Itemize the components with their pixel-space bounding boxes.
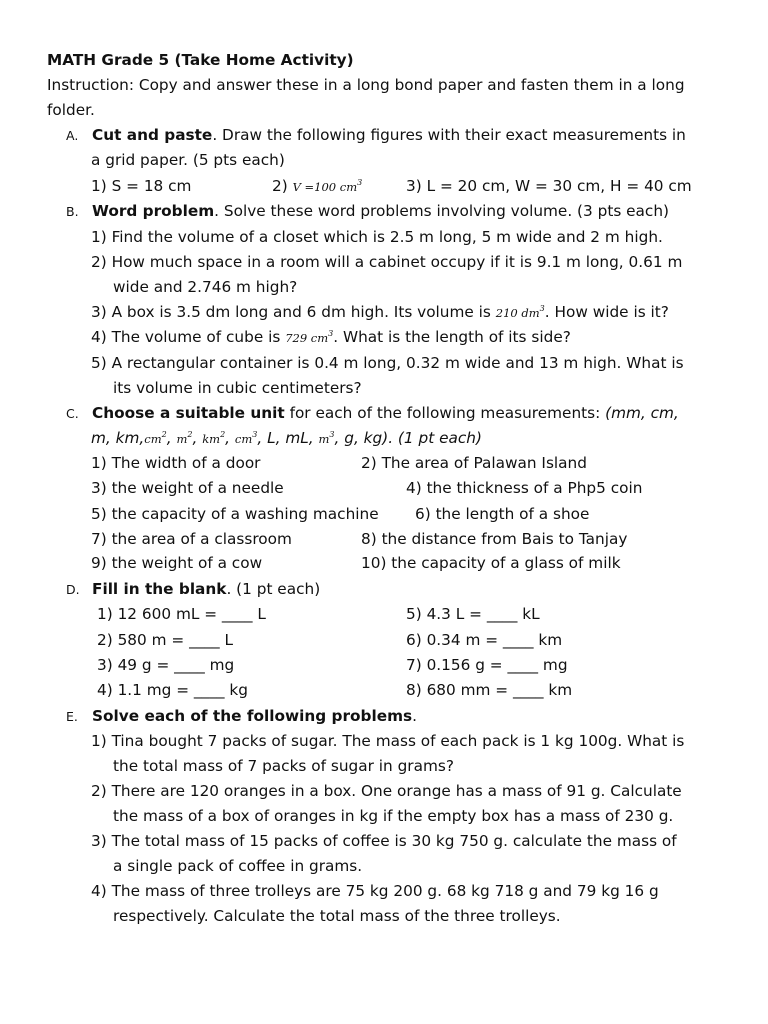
list-item: 5) the capacity of a washing machine (91, 505, 379, 523)
volume-value (285, 331, 333, 345)
question-text: . What is the length of its side? (333, 328, 571, 346)
unit-symbol: cm (144, 432, 162, 446)
section-letter: E. (66, 709, 78, 724)
list-item: 1) 12 600 mL = ____ L (97, 605, 266, 623)
exponent: 3 (539, 304, 545, 313)
unit-list: (mm, cm, (600, 404, 679, 422)
page-title: MATH Grade 5 (Take Home Activity) (47, 51, 354, 69)
section-text: . Solve these word problems involving volume. (3 pts each) (214, 202, 670, 220)
section-a-item-2 (272, 176, 362, 197)
list-item: 5) 4.3 L = ____ kL (406, 605, 540, 623)
section-letter: A. (66, 128, 79, 143)
question-b4 (91, 327, 571, 348)
unit-symbol: km (202, 432, 221, 446)
question-b3 (91, 302, 669, 323)
volume-value (496, 306, 545, 320)
list-item: 3) the weight of a needle (91, 479, 284, 497)
section-b-heading (66, 201, 669, 222)
question-b2-cont: wide and 2.746 m high? (113, 278, 298, 296)
problem-e4: 4) The mass of three trolleys are 75 kg 200 g. 68 kg 718 g and 79 kg 16 g (91, 882, 659, 900)
section-title: Fill in the blank (92, 580, 227, 598)
separator: , (225, 429, 231, 447)
list-item: 4) the thickness of a Php5 coin (406, 479, 643, 497)
section-text: . Draw the following figures with their exact measurements in (212, 126, 686, 144)
problem-e3: 3) The total mass of 15 packs of coffee is 30 kg 750 g. calculate the mass of (91, 832, 677, 850)
instruction-line-2: folder. (47, 101, 95, 119)
unit-text: , g, kg). (1 pt each) (334, 429, 482, 447)
exponent: 2 (220, 430, 226, 439)
problem-e1-cont: the total mass of 7 packs of sugar in grams? (113, 757, 454, 775)
volume-formula (293, 180, 363, 194)
list-item: 7) 0.156 g = ____ mg (406, 656, 568, 674)
list-item: 1) The width of a door (91, 454, 261, 472)
unit-m3 (319, 432, 335, 446)
separator: , (166, 429, 172, 447)
problem-e2-cont: the mass of a box of oranges in kg if the empty box has a mass of 230 g. (113, 807, 674, 825)
section-text: . (1 pt each) (226, 580, 321, 598)
unit-cm2 (144, 432, 166, 446)
section-letter: B. (66, 204, 79, 219)
list-item: 8) the distance from Bais to Tanjay (361, 530, 628, 548)
section-a-text: a grid paper. (5 pts each) (91, 151, 285, 169)
unit-symbol: cm (234, 432, 253, 446)
section-d-heading (66, 579, 320, 600)
question-b1: 1) Find the volume of a closet which is 2.5 m long, 5 m wide and 2 m high. (91, 228, 663, 246)
list-item: 4) 1.1 mg = ____ kg (97, 681, 248, 699)
section-c-heading (66, 403, 679, 424)
list-item: 10) the capacity of a glass of milk (361, 554, 621, 572)
section-title: Choose a suitable unit (92, 404, 285, 422)
separator: , (192, 429, 198, 447)
section-text: for each of the following measurements: (284, 404, 601, 422)
item-number: 2) (272, 177, 288, 195)
problem-e2: 2) There are 120 oranges in a box. One orange has a mass of 91 g. Calculate (91, 782, 682, 800)
exponent: 3 (329, 430, 335, 439)
question-b5-cont: its volume in cubic centimeters? (113, 379, 362, 397)
question-text: . How wide is it? (544, 303, 669, 321)
section-a-heading (66, 125, 686, 146)
formula-text: 210 dm (495, 306, 540, 320)
exponent: 2 (161, 430, 167, 439)
list-item: 3) 49 g = ____ mg (97, 656, 235, 674)
list-item: 7) the area of a classroom (91, 530, 292, 548)
exponent: 2 (187, 430, 193, 439)
unit-text: m, km, (91, 429, 145, 447)
unit-symbol: m (176, 432, 188, 446)
unit-symbol: m (318, 432, 330, 446)
list-item: 9) the weight of a cow (91, 554, 263, 572)
problem-e4-cont: respectively. Calculate the total mass of the three trolleys. (113, 907, 561, 925)
instruction-line-1: Instruction: Copy and answer these in a long bond paper and fasten them in a long (47, 76, 685, 94)
exponent: 3 (357, 178, 363, 187)
section-letter: C. (66, 406, 79, 421)
unit-m2 (176, 432, 192, 446)
section-title: Cut and paste (92, 126, 213, 144)
problem-e3-cont: a single pack of coffee in grams. (113, 857, 363, 875)
list-item: 2) The area of Palawan Island (361, 454, 587, 472)
exponent: 3 (252, 430, 258, 439)
section-e-heading (66, 706, 417, 727)
question-b2: 2) How much space in a room will a cabinet occupy if it is 9.1 m long, 0.61 m (91, 253, 683, 271)
formula-text: V =100 cm (292, 180, 358, 194)
formula-text: 729 cm (285, 331, 329, 345)
question-text: 3) A box is 3.5 dm long and 6 dm high. Its volume is (91, 303, 491, 321)
section-a-item-1: 1) S = 18 cm (91, 177, 192, 195)
section-letter: D. (66, 582, 80, 597)
section-a-item-3: 3) L = 20 cm, W = 30 cm, H = 40 cm (406, 177, 692, 195)
section-title: Word problem (92, 202, 215, 220)
section-title: Solve each of the following problems (92, 707, 413, 725)
list-item: 6) the length of a shoe (415, 505, 590, 523)
unit-list-line-2 (91, 428, 482, 449)
unit-cm3 (235, 432, 257, 446)
question-text: 4) The volume of cube is (91, 328, 281, 346)
list-item: 8) 680 mm = ____ km (406, 681, 573, 699)
unit-text: , L, mL, (257, 429, 314, 447)
question-b5: 5) A rectangular container is 0.4 m long, 0.32 m wide and 13 m high. What is (91, 354, 684, 372)
exponent: 3 (328, 329, 334, 338)
list-item: 6) 0.34 m = ____ km (406, 631, 563, 649)
unit-km2 (202, 432, 225, 446)
problem-e1: 1) Tina bought 7 packs of sugar. The mass of each pack is 1 kg 100g. What is (91, 732, 685, 750)
section-text: . (412, 707, 418, 725)
list-item: 2) 580 m = ____ L (97, 631, 234, 649)
